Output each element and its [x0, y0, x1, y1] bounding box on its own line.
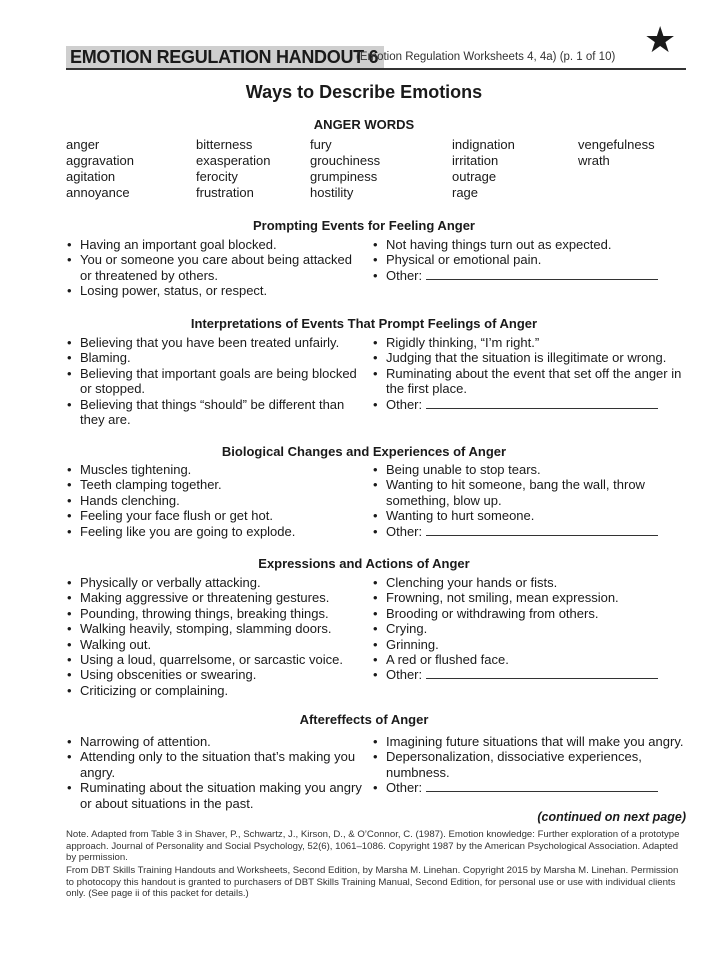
left-column	[66, 734, 362, 811]
bullet-item	[372, 637, 686, 652]
bullet-item	[372, 397, 686, 412]
word-column	[66, 137, 134, 201]
bullet-item	[372, 652, 686, 667]
bullet-text: Believing that things “should” be different than they are.	[80, 396, 345, 428]
bullet-text: Pounding, throwing things, breaking things.	[80, 605, 329, 621]
bullet-item	[66, 350, 362, 365]
bullet-text: Losing power, status, or respect.	[80, 283, 268, 299]
bullet-item	[372, 524, 686, 539]
bullet-text: Physical or emotional pain.	[386, 252, 542, 268]
anger-word: anger	[66, 137, 100, 152]
bullet-item	[66, 283, 362, 298]
bullet-text: Other:	[386, 780, 423, 796]
bullet-text: Not having things turn out as expected.	[386, 237, 612, 252]
anger-word: vengefulness	[578, 137, 655, 152]
bullet-item	[66, 366, 362, 397]
bullet-item	[372, 749, 686, 780]
bullet-item	[66, 652, 362, 667]
bullet-item	[66, 493, 362, 508]
section-heading: Expressions and Actions of Anger	[258, 556, 470, 571]
bullet-text: Physically or verbally attacking.	[80, 575, 261, 590]
bullet-text: A red or flushed face.	[386, 652, 509, 668]
bullet-text: Brooding or withdrawing from others.	[386, 605, 599, 621]
word-column	[452, 137, 515, 201]
bullet-item	[66, 237, 362, 252]
bullet-text: Ruminating about the event that set off the anger in the first place.	[386, 365, 682, 397]
bullet-text: Walking out.	[80, 636, 152, 652]
bullet-text: Hands clenching.	[80, 492, 180, 508]
word-column	[310, 137, 380, 201]
bullet-item	[372, 268, 686, 283]
anger-word: bitterness	[196, 137, 253, 152]
left-column	[66, 335, 362, 427]
bullet-item	[66, 667, 362, 682]
anger-word: rage	[452, 185, 479, 200]
bullet-item	[66, 590, 362, 605]
right-column	[372, 335, 686, 412]
bullet-text: Judging that the situation is illegitimate or wrong.	[386, 350, 667, 366]
bullet-item	[372, 606, 686, 621]
bullet-item	[372, 366, 686, 397]
bullet-item	[66, 780, 362, 811]
anger-word: wrath	[578, 153, 610, 168]
left-column	[66, 237, 362, 299]
anger-word: indignation	[452, 137, 515, 152]
bullet-item	[66, 749, 362, 780]
section-heading: Aftereffects of Anger	[299, 712, 429, 727]
bullet-text: Crying.	[386, 621, 428, 637]
bullet-item	[372, 462, 686, 477]
bullet-item	[372, 780, 686, 795]
anger-word: exasperation	[196, 153, 271, 168]
other-blank-line[interactable]	[426, 524, 658, 536]
handout-subtitle: (Emotion Regulation Worksheets 4, 4a) (p. 1 of 10)	[356, 51, 616, 63]
bullet-text: Wanting to hit someone, bang the wall, throw something, blow up.	[386, 477, 645, 508]
right-column	[372, 734, 686, 796]
bullet-text: Imagining future situations that will make you angry.	[386, 734, 684, 749]
bullet-text: Wanting to hurt someone.	[386, 508, 535, 524]
bullet-text: Having an important goal blocked.	[80, 237, 277, 252]
anger-word: grouchiness	[310, 153, 381, 168]
bullet-text: Other:	[386, 267, 423, 283]
anger-words-heading: ANGER WORDS	[313, 117, 415, 132]
bullet-item	[66, 397, 362, 428]
bullet-text: Grinning.	[386, 636, 439, 652]
bullet-item	[372, 734, 686, 749]
bullet-item	[66, 508, 362, 523]
anger-word: grumpiness	[310, 169, 378, 184]
other-blank-line[interactable]	[426, 780, 658, 792]
bullet-text: Attending only to the situation that’s making you angry.	[80, 749, 356, 780]
bullet-text: Criticizing or complaining.	[80, 682, 229, 698]
star-icon: ★	[644, 19, 677, 60]
bullet-text: Narrowing of attention.	[80, 734, 211, 749]
bullet-text: Using a loud, quarrelsome, or sarcastic voice.	[80, 652, 344, 668]
section-heading: Interpretations of Events That Prompt Feelings of Anger	[190, 316, 538, 331]
bullet-item	[66, 606, 362, 621]
anger-word: agitation	[66, 169, 116, 184]
bullet-text: Feeling like you are going to explode.	[80, 523, 296, 539]
anger-word: frustration	[196, 185, 254, 200]
bullet-item	[66, 734, 362, 749]
bullet-item	[66, 524, 362, 539]
anger-word: hostility	[310, 185, 354, 200]
bullet-item	[372, 590, 686, 605]
bullet-item	[66, 575, 362, 590]
anger-word: outrage	[452, 169, 497, 184]
right-column	[372, 575, 686, 683]
bullet-text: Other:	[386, 667, 423, 683]
bullet-text: Feeling your face flush or get hot.	[80, 508, 273, 524]
bullet-text: Depersonalization, dissociative experiences, numbness.	[386, 749, 642, 780]
bullet-text: Walking heavily, stomping, slamming doors.	[80, 621, 332, 637]
bullet-item	[372, 237, 686, 252]
bullet-text: Believing that you have been treated unfairly.	[80, 335, 340, 350]
anger-word: annoyance	[66, 185, 130, 200]
word-column	[196, 137, 270, 201]
right-column	[372, 462, 686, 539]
word-column	[578, 137, 655, 169]
right-column	[372, 237, 686, 283]
copyright-credit: From DBT Skills Training Handouts and Worksheets, Second Edition, by Marsha M. Linehan. Copyright 2015 by Marsha M. Linehan. Permission to photocopy this handout is granted to purchasers of DBT Skills Training Manual, Second Edition, for personal use or use with individual clients only. (See page ii of this packet for details.)	[66, 865, 679, 899]
other-blank-line[interactable]	[426, 667, 658, 679]
left-column	[66, 462, 362, 539]
bullet-text: Being unable to stop tears.	[386, 462, 541, 477]
bullet-item	[372, 621, 686, 636]
bullet-item	[372, 508, 686, 523]
handout-title: EMOTION REGULATION HANDOUT 6	[66, 46, 384, 68]
bullet-item	[66, 683, 362, 698]
other-blank-line[interactable]	[426, 397, 658, 409]
bullet-text: Believing that important goals are being blocked or stopped.	[80, 365, 357, 397]
continued-note: (continued on next page)	[537, 810, 686, 824]
bullet-text: Teeth clamping together.	[80, 477, 222, 493]
bullet-text: Blaming.	[80, 350, 131, 366]
bullet-text: Other:	[386, 523, 423, 539]
bullet-item	[372, 477, 686, 508]
bullet-text: Clenching your hands or fists.	[386, 575, 558, 590]
anger-word: ferocity	[196, 169, 238, 184]
bullet-item	[372, 667, 686, 682]
bullet-text: Rigidly thinking, “I’m right.”	[386, 335, 540, 350]
bullet-item	[66, 462, 362, 477]
section-heading: Prompting Events for Feeling Anger	[253, 218, 475, 233]
anger-word: aggravation	[66, 153, 134, 168]
bullet-text: Making aggressive or threatening gestures.	[80, 590, 330, 606]
bullet-item	[372, 575, 686, 590]
other-blank-line[interactable]	[426, 268, 658, 280]
bullet-item	[66, 477, 362, 492]
bullet-text: Frowning, not smiling, mean expression.	[386, 590, 619, 606]
bullet-item	[66, 637, 362, 652]
bullet-item	[372, 252, 686, 267]
anger-word: irritation	[452, 153, 499, 168]
bullet-item	[66, 252, 362, 283]
left-column	[66, 575, 362, 698]
bullet-item	[66, 335, 362, 350]
page-title: Ways to Describe Emotions	[245, 82, 483, 102]
bullet-item	[372, 335, 686, 350]
bullet-text: Using obscenities or swearing.	[80, 667, 257, 683]
bullet-text: Other:	[386, 396, 423, 412]
bullet-text: Muscles tightening.	[80, 462, 192, 477]
bullet-item	[372, 350, 686, 365]
section-heading: Biological Changes and Experiences of Anger	[221, 444, 507, 459]
bullet-item	[66, 621, 362, 636]
handout-header	[66, 46, 686, 70]
bullet-text: You or someone you care about being attacked or threatened by others.	[80, 252, 352, 283]
bullet-text: Ruminating about the situation making you angry or about situations in the past.	[80, 780, 362, 811]
citation-note: Note. Adapted from Table 3 in Shaver, P., Schwartz, J., Kirson, D., & O’Connor, C. (1987). Emotion knowledge: Further exploration of a prototype approach. Journal of Personality and Social Psychology, 52(6), 1061–1086. Copyright 1987 by the American Psychological Association. Adapted by permission.	[66, 829, 680, 863]
anger-word: fury	[310, 137, 332, 152]
